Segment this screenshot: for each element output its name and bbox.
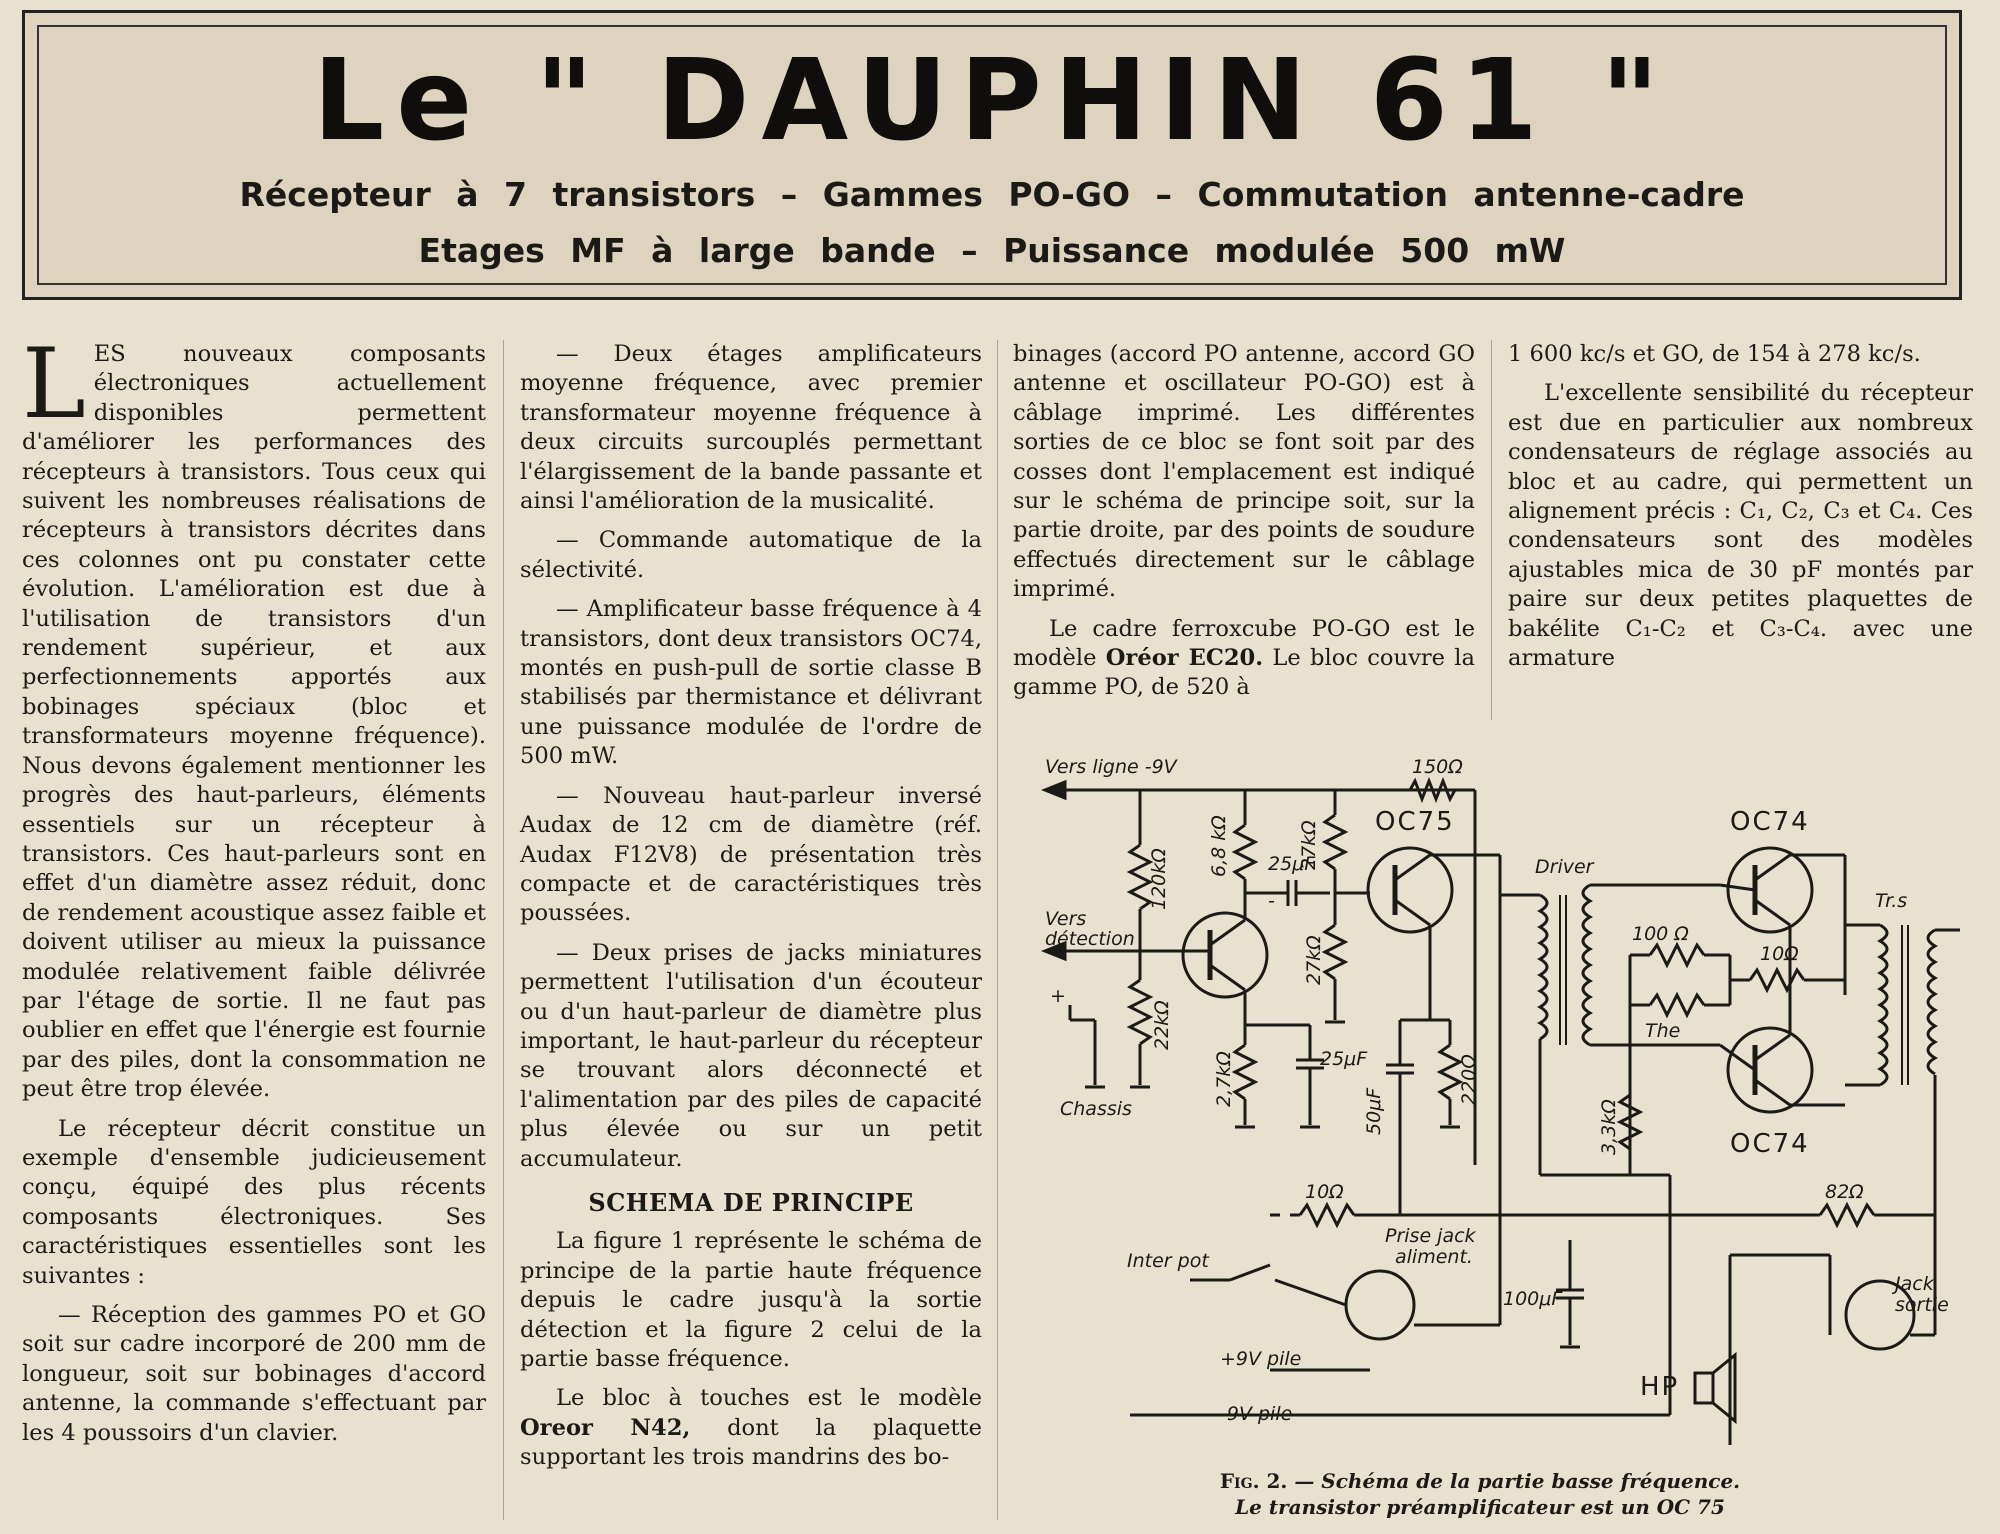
label: OC74 <box>1730 1129 1810 1159</box>
paragraph-text: Le cadre ferroxcube PO-GO est le modèle <box>1013 615 1475 672</box>
column-divider <box>997 340 998 1520</box>
driver-primary <box>1540 895 1547 1039</box>
transistor-emitter <box>1395 900 1430 925</box>
arrow-icon <box>1045 782 1065 798</box>
label: 10Ω <box>1760 943 1799 965</box>
label: Tr.s <box>1875 890 1908 912</box>
caption-text: — Schéma de la partie basse fréquence. <box>1287 1469 1741 1493</box>
paragraph-text: Le bloc à touches est le modèle <box>556 1385 982 1412</box>
subtitle-line-1: Récepteur à 7 transistors – Gammes PO-GO – Commutation antenne-cadre <box>239 175 1745 214</box>
label: Vers ligne -9V <box>1045 756 1177 778</box>
label: 27kΩ <box>1298 820 1320 870</box>
wire <box>1275 1280 1346 1305</box>
section-heading: SCHEMA DE PRINCIPE <box>588 1187 914 1217</box>
label: 25μF <box>1320 1048 1368 1070</box>
output-primary <box>1880 925 1887 1085</box>
label: 100 Ω <box>1632 923 1689 945</box>
drop-cap: L <box>22 328 86 440</box>
column-divider <box>503 340 504 1520</box>
paragraph: — Deux prises de jacks miniatures permettent l'utilisation d'un écouteur ou d'un haut-parleur de diamètre plus important, le haut-parleur du récepteur se trouvant alors déconnecté et l'alimentation par des piles de capacité plus élevée ou sur un petit accumulateur. <box>520 939 982 1172</box>
title-frame <box>22 10 1962 300</box>
label: 150Ω <box>1412 756 1463 778</box>
label: -9V pile <box>1220 1403 1293 1425</box>
label: 3,3kΩ <box>1598 1099 1620 1155</box>
label: - <box>1268 890 1275 912</box>
paragraph: binages (accord PO antenne, accord GO antenne et oscillateur PO-GO) est à câblage imprimé. Les différentes sorties de ce bloc se font soit par des cosses dont l'emplacement est indiqué sur le schéma de principe soit, sur la partie droite, par des points de soudure effectués directement sur le câblage imprimé. <box>1013 341 1475 603</box>
transistor-collector <box>1395 855 1430 880</box>
label: Vers <box>1045 908 1087 930</box>
label: détection <box>1045 928 1135 950</box>
label: OC74 <box>1730 807 1810 837</box>
label: OC75 <box>1375 807 1455 837</box>
figure-caption <box>1120 1468 1840 1520</box>
caption-text: Le transistor préamplificateur est un OC 75 <box>1235 1495 1725 1519</box>
wire <box>1720 885 1755 890</box>
column-2 <box>520 340 982 1483</box>
paragraph-text: Le bloc couvre la gamme PO, de 520 à <box>1013 645 1475 701</box>
paragraph: — Amplificateur basse fréquence à 4 transistors, dont deux transistors OC74, montés en push-pull de sortie classe B stabilisés par thermistance et délivrant une puissance modulée de l'ordre de 500 mW. <box>520 596 982 770</box>
label: Driver <box>1535 856 1594 878</box>
article-title: Le " DAUPHIN 61 " <box>312 36 1672 166</box>
wire <box>1720 1045 1755 1070</box>
transistor-oc74-top <box>1728 848 1812 932</box>
resistor-6k8 <box>1235 825 1255 879</box>
paragraph: — Nouveau haut-parleur inversé Audax de 12 cm de diamètre (réf. Audax F12V8) de présentation très compacte et de caractéristiques très poussées. <box>520 782 982 927</box>
label: 27kΩ <box>1303 935 1325 985</box>
paragraph-text: dont la plaquette supportant les trois mandrins des bo- <box>520 1414 983 1471</box>
transistor-1 <box>1183 913 1267 997</box>
label: Inter pot <box>1127 1250 1209 1272</box>
label: 120kΩ <box>1148 848 1170 910</box>
power-jack-icon <box>1346 1271 1414 1339</box>
paragraph: L'excellente sensibilité du récepteur est due en particulier aux nombreux condensateurs de réglage associés au bloc et au cadre, qui permettent un alignement précis : C₁, C₂, C₃ et C₄. Ces condensateurs sont des modèles ajustables mica de 30 pF montés par paire sur deux petites plaquettes de bakélite C₁-C₂ et C₃-C₄. avec une armature <box>1508 380 1973 672</box>
label: HP <box>1640 1372 1680 1402</box>
label: +9V pile <box>1220 1348 1302 1370</box>
output-secondary <box>1928 930 1935 1074</box>
label: 6,8 kΩ <box>1208 815 1230 877</box>
resistor-27k <box>1325 815 1345 869</box>
label: 22kΩ <box>1151 1000 1173 1050</box>
resistor-22k <box>1130 980 1150 1044</box>
model-name: Oréor EC20. <box>1105 645 1264 672</box>
column-4 <box>1508 340 1973 683</box>
switch-icon <box>1230 1265 1270 1280</box>
label: 100μF <box>1503 1288 1563 1310</box>
column-3 <box>1013 340 1475 713</box>
subtitle-line-2: Etages MF à large bande – Puissance modulée 500 mW <box>418 231 1566 270</box>
resistor-100 <box>1650 945 1704 965</box>
paragraph: — Réception des gammes PO et GO soit sur cadre incorporé de 200 mm de longueur, soit sur bobinages d'accord antenne, la commande s'effectuant par les 4 poussoirs d'un clavier. <box>22 1302 486 1446</box>
label: Prise jack <box>1385 1225 1476 1247</box>
label: 82Ω <box>1825 1181 1864 1203</box>
transistor-emitter <box>1210 965 1245 990</box>
label: sortie <box>1895 1294 1949 1316</box>
label: aliment. <box>1395 1246 1473 1268</box>
column-divider <box>1491 340 1492 720</box>
label: 10Ω <box>1305 1181 1344 1203</box>
paragraph: — Deux étages amplificateurs moyenne fréquence, avec premier transformateur moyenne fréquence à deux circuits surcouplés permettant l'élargissement de la bande passante et ainsi l'amélioration de la musicalité. <box>520 341 982 515</box>
thermistor <box>1650 995 1704 1015</box>
resistor-82 <box>1820 1205 1874 1225</box>
paragraph: — Commande automatique de la sélectivité. <box>520 527 982 583</box>
paragraph: Le récepteur décrit constitue un exemple d'ensemble judicieusement conçu, équipé des plus récents composants électroniques. Ses caractéristiques essentielles sont les suivantes : <box>22 1115 486 1289</box>
column-1 <box>22 328 486 1458</box>
resistor-10 <box>1750 970 1804 990</box>
label: Jack <box>1895 1273 1934 1295</box>
paragraph-text: ES nouveaux composants électroniques actuellement disponibles permettent d'améliorer les performances des récepteurs à transistors. Tous ceux qui suivent les nombreuses réalisations de récepteurs à transistors décrites dans ces colonnes ont pu constater cette évolution. L'amélioration est due à l'utilisation de transistors d'un rendement supérieur, et aux perfectionnements apportés aux bobinages spéciaux (bloc et transformateurs moyenne fréquence). Nous devons également mentionner les progrès des haut-parleurs, éléments essentiels sur un récepteur à transistors. Ces haut-parleurs sont en effet d'un diamètre assez réduit, donc de rendement acoustique assez faible et doivent utiliser au mieux la puissance modulée relativement faible délivrée par l'étage de sortie. Il ne faut pas oublier en effet que l'énergie est fournie par des piles, dont la consommation ne peut être trop élevée. <box>22 341 486 1103</box>
transistor-oc74-bottom <box>1728 1028 1812 1112</box>
paragraph: 1 600 kc/s et GO, de 154 à 278 kc/s. <box>1508 341 1921 367</box>
paragraph <box>22 328 486 1105</box>
speaker-cone <box>1713 1355 1735 1421</box>
speaker-icon <box>1695 1373 1713 1403</box>
paragraph <box>1013 615 1475 703</box>
label: 25μF <box>1268 853 1316 875</box>
label: + <box>1050 985 1066 1007</box>
model-name: Oreor N42, <box>520 1414 691 1441</box>
transistor-emitter <box>1755 1080 1790 1105</box>
label: 2,7kΩ <box>1213 1051 1235 1107</box>
schematic-drawing <box>1030 745 1985 1450</box>
label: 220Ω <box>1458 1054 1480 1105</box>
label: 50μF <box>1363 1087 1385 1135</box>
resistor-120k <box>1130 845 1150 909</box>
resistor-10-bottom <box>1300 1205 1354 1225</box>
paragraph: La figure 1 représente le schéma de principe de la partie haute fréquence depuis le cadre jusqu'à la sortie détection et la figure 2 celui de la partie basse fréquence. <box>520 1228 982 1372</box>
label: Chassis <box>1060 1098 1132 1120</box>
resistor-220 <box>1440 1045 1460 1099</box>
resistor-2k7 <box>1235 1045 1255 1099</box>
resistor-27k-b <box>1325 925 1345 979</box>
transistor-oc75 <box>1368 848 1452 932</box>
transistor-collector <box>1210 920 1245 945</box>
driver-secondary <box>1583 885 1590 1045</box>
figure-number: Fig. 2. <box>1219 1469 1288 1493</box>
transistor-collector <box>1755 1035 1790 1060</box>
label: The <box>1645 1020 1681 1042</box>
paragraph <box>520 1384 982 1472</box>
circuit-schematic <box>1030 745 1985 1450</box>
transistor-emitter <box>1755 900 1790 925</box>
transistor-collector <box>1755 855 1790 880</box>
